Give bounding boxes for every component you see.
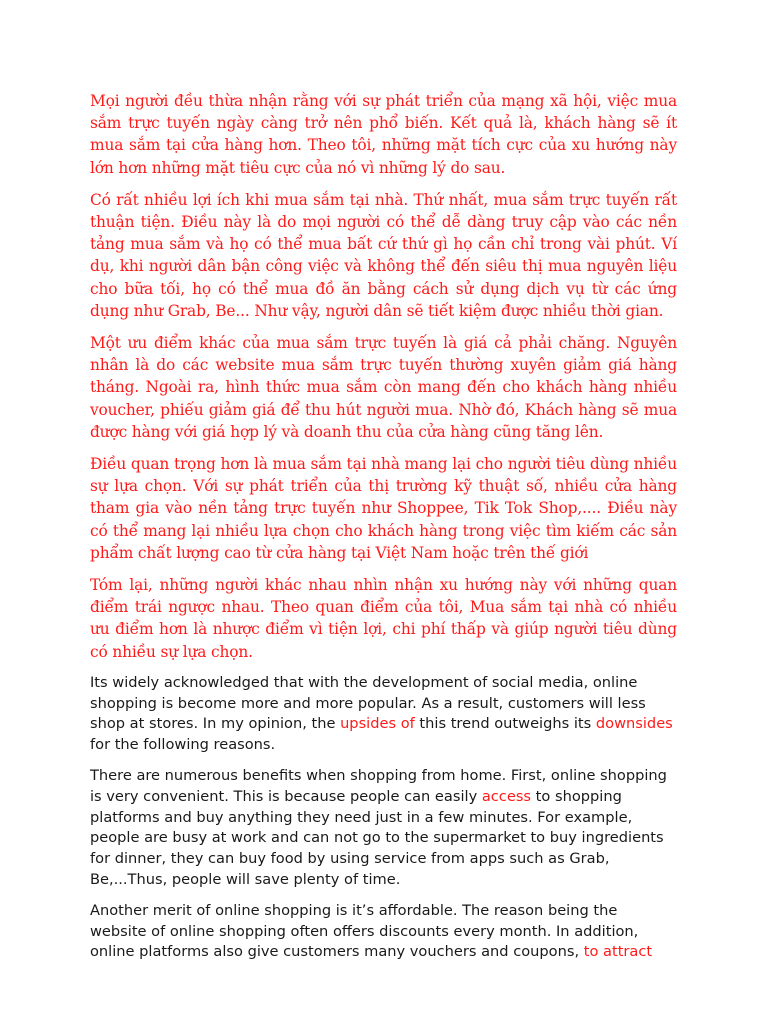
vietnamese-paragraph-convenience: Có rất nhiều lợi ích khi mua sắm tại nhà. Thứ nhất, mua sắm trực tuyến rất thuận tiện. Điều này là do mọi người có thể dễ dàng truy cập vào các nền tảng mua sắm và họ có thể mua bất cứ thứ gì họ cần chỉ trong vài phút. Ví dụ, khi người dân bận công việc và không thể đến siêu thị mua nguyên liệu cho bữa tối, họ có thể mua đồ ăn bằng cách sử dụng dịch vụ từ các ứng dụng như Grab, Be... Như vậy, người dân sẽ tiết kiệm được nhiều thời gian. bbox=[90, 190, 677, 320]
english-paragraph-intro bbox=[90, 673, 677, 756]
english-text: for the following reasons. bbox=[90, 736, 276, 754]
english-text: Its widely acknowledged that with the development of social media, online shopping is become more and more popular. As a result, customers will less shop at stores. In my opinion, the bbox=[90, 673, 646, 733]
highlighted-phrase: access bbox=[481, 787, 532, 805]
english-text: to shopping platforms and buy anything they need just in a few minutes. For example, people are busy at work and can not go to the supermarket to buy ingredients for dinner, they can buy food by using service from apps such as Grab, Be,...Thus, people will save plenty of time. bbox=[90, 787, 664, 889]
english-text: this trend outweighs its bbox=[414, 715, 596, 733]
highlighted-phrase: to attract bbox=[583, 943, 653, 961]
highlighted-phrase: upsides of bbox=[340, 715, 415, 733]
english-paragraph-convenience bbox=[90, 766, 677, 891]
english-text: There are numerous benefits when shopping from home. First, online shopping is very convenient. This is because people can easily bbox=[90, 767, 667, 805]
english-text: Another merit of online shopping is it’s affordable. The reason being the website of online shopping often offers discounts every month. In addition, online platforms also give customers many vouchers and coupons, bbox=[90, 901, 639, 961]
document-page bbox=[90, 90, 677, 973]
highlighted-phrase: downsides bbox=[595, 715, 673, 733]
vietnamese-paragraph-conclusion: Tóm lại, những người khác nhau nhìn nhận xu hướng này với những quan điểm trái ngược nhau. Theo quan điểm của tôi, Mua sắm tại nhà có nhiều ưu điểm hơn là nhược điểm vì tiện lợi, chi phí thấp và giúp người tiêu dùng có nhiều sự lựa chọn. bbox=[90, 576, 677, 661]
vietnamese-paragraph-choices: Điều quan trọng hơn là mua sắm tại nhà mang lại cho người tiêu dùng nhiều sự lựa chọn. Với sự phát triển của thị trường kỹ thuật số, nhiều cửa hàng tham gia vào nền tảng trực tuyến như Shoppee, Tik Tok Shop,.... Điều này có thể mang lại nhiều lựa chọn cho khách hàng trong việc tìm kiếm các sản phẩm chất lượng cao từ cửa hàng tại Việt Nam hoặc trên thế giới bbox=[90, 455, 677, 562]
vietnamese-paragraph-affordability: Một ưu điểm khác của mua sắm trực tuyến là giá cả phải chăng. Nguyên nhân là do các website mua sắm trực tuyến thường xuyên giảm giá hàng tháng. Ngoài ra, hình thức mua sắm còn mang đến cho khách hàng nhiều voucher, phiếu giảm giá để thu hút người mua. Nhờ đó, Khách hàng sẽ mua được hàng với giá hợp lý và doanh thu của cửa hàng cũng tăng lên. bbox=[90, 334, 677, 441]
english-paragraph-affordability bbox=[90, 901, 677, 963]
vietnamese-paragraph-intro: Mọi người đều thừa nhận rằng với sự phát triển của mạng xã hội, việc mua sắm trực tuyến ngày càng trở nên phổ biến. Kết quả là, khách hàng sẽ ít mua sắm tại cửa hàng hơn. Theo tôi, những mặt tích cực của xu hướng này lớn hơn những mặt tiêu cực của nó vì những lý do sau. bbox=[90, 92, 677, 177]
